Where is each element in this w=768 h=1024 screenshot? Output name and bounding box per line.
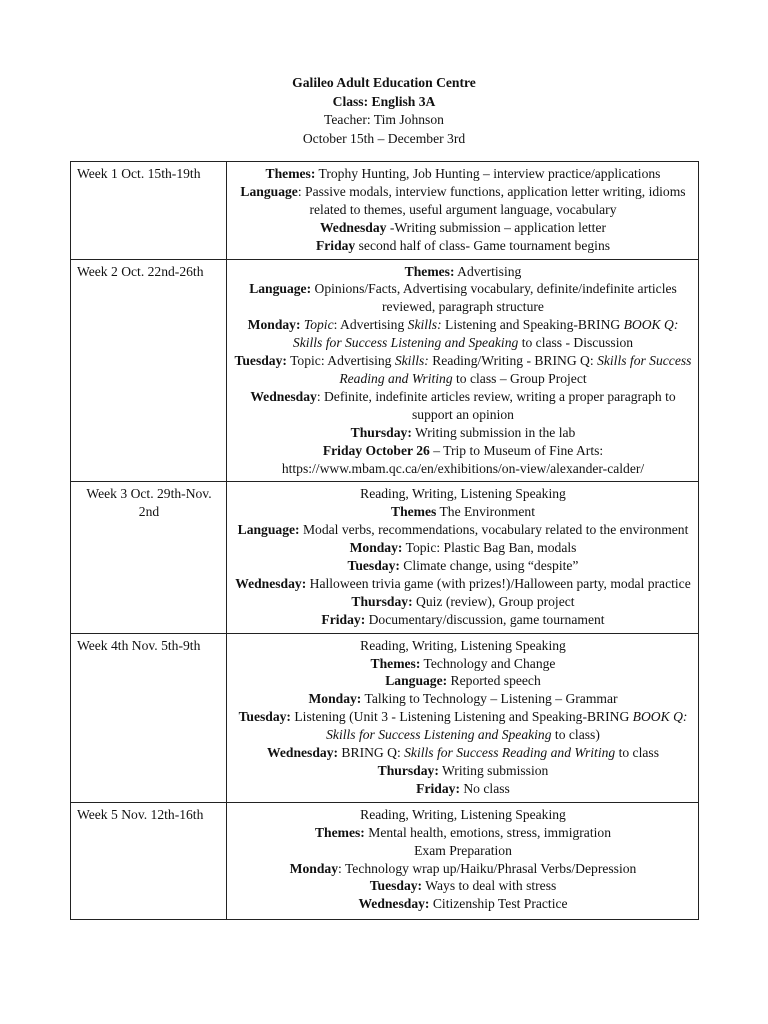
syllabus-table — [70, 161, 699, 920]
content-line: Tuesday: Ways to deal with stress — [369, 878, 557, 894]
document-header — [0, 74, 768, 148]
content-line: Wednesday: Halloween trivia game (with prizes!)/Halloween party, modal practice — [235, 575, 691, 591]
teacher-name: Teacher: Tim Johnson — [324, 112, 444, 127]
week-label: Week 3 Oct. 29th-Nov. 2nd — [71, 482, 227, 633]
content-line: Friday: Documentary/discussion, game tournament — [321, 611, 605, 627]
week-content — [227, 633, 699, 802]
week-content — [227, 802, 699, 919]
content-line: Friday October 26 – Trip to Museum of Fine Arts: https://www.mbam.qc.ca/en/exhibitions/on-view/alexander-calder/ — [281, 442, 645, 476]
week-label: Week 4th Nov. 5th-9th — [71, 633, 227, 802]
table-row — [71, 162, 699, 260]
content-line: Themes The Environment — [391, 504, 535, 520]
content-line: Reading, Writing, Listening Speaking — [360, 486, 566, 502]
content-line: Thursday: Writing submission in the lab — [350, 424, 576, 440]
content-line: Wednesday -Writing submission – application letter — [319, 219, 607, 235]
content-line: Language: Reported speech — [385, 673, 541, 689]
content-line: Exam Preparation — [414, 842, 512, 858]
content-line: Monday: Talking to Technology – Listening – Grammar — [308, 691, 618, 707]
content-line: Language: Opinions/Facts, Advertising vocabulary, definite/indefinite articles reviewed, paragraph structure — [249, 281, 677, 315]
week-content — [227, 162, 699, 260]
content-line: Friday: No class — [416, 780, 510, 796]
table-row — [71, 633, 699, 802]
content-line: Wednesday: Definite, indefinite articles review, writing a proper paragraph to support an opinion — [250, 388, 676, 422]
content-line: Themes: Technology and Change — [370, 655, 556, 671]
content-line: Themes: Trophy Hunting, Job Hunting – interview practice/applications — [265, 166, 661, 181]
table-row — [71, 259, 699, 482]
content-line: Tuesday: Climate change, using “despite” — [347, 558, 579, 574]
content-line: Tuesday: Listening (Unit 3 - Listening Listening and Speaking-BRING BOOK Q: Skills for Success Listening and Speaking to class) — [238, 709, 688, 743]
week-content — [227, 259, 699, 482]
week-label: Week 2 Oct. 22nd-26th — [71, 259, 227, 482]
table-row — [71, 802, 699, 919]
content-line: Themes: Mental health, emotions, stress, immigration — [314, 824, 611, 840]
content-line: Language: Modal verbs, recommendations, vocabulary related to the environment — [237, 522, 689, 538]
school-name: Galileo Adult Education Centre — [292, 75, 476, 90]
content-line: Tuesday: Topic: Advertising Skills: Reading/Writing - BRING Q: Skills for Success Reading and Writing to class – Group Project — [234, 353, 692, 386]
content-line: Reading, Writing, Listening Speaking — [360, 806, 566, 822]
class-name: Class: English 3A — [332, 93, 436, 109]
content-line: Thursday: Quiz (review), Group project — [351, 593, 575, 609]
week-content — [227, 482, 699, 633]
content-line: Wednesday: Citizenship Test Practice — [358, 896, 568, 912]
week-label: Week 1 Oct. 15th-19th — [71, 162, 227, 260]
content-line: Thursday: Writing submission — [377, 763, 549, 778]
content-line: Themes: Advertising — [404, 263, 522, 279]
content-line: Reading, Writing, Listening Speaking — [360, 637, 566, 653]
content-line: Language: Passive modals, interview functions, application letter writing, idioms related to themes, useful argument language, vocabulary — [240, 183, 686, 217]
week-label: Week 5 Nov. 12th-16th — [71, 802, 227, 919]
content-line: Monday: Topic: Plastic Bag Ban, modals — [349, 540, 577, 556]
content-line: Monday: Topic: Advertising Skills: Listening and Speaking-BRING BOOK Q: Skills for Success Listening and Speaking to class - Discussion — [247, 317, 679, 351]
content-line: Wednesday: BRING Q: Skills for Success Reading and Writing to class — [267, 745, 659, 761]
content-line: Monday: Technology wrap up/Haiku/Phrasal Verbs/Depression — [289, 860, 637, 876]
table-row — [71, 482, 699, 633]
content-line: Friday second half of class- Game tournament begins — [315, 237, 611, 253]
date-range: October 15th – December 3rd — [302, 130, 466, 146]
